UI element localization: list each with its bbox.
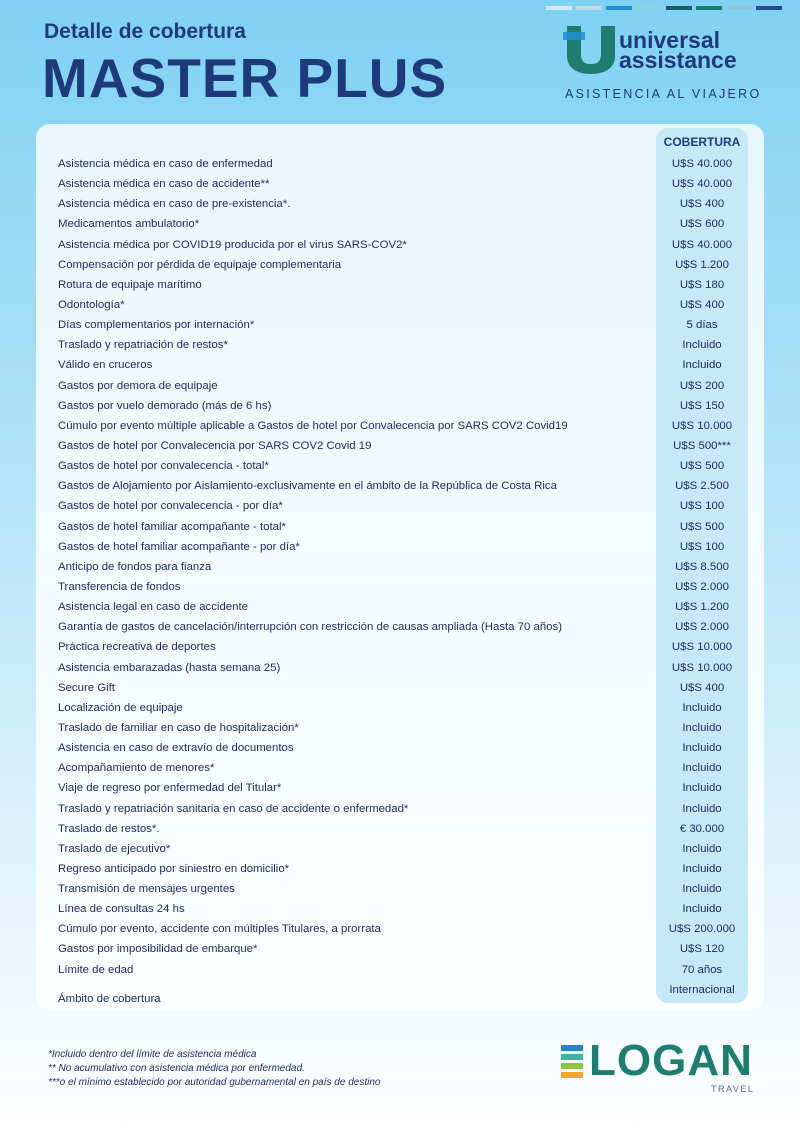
row-value: U$S 40.000 [671, 238, 733, 251]
row-label: Gastos de hotel por Convalecencia por SARS COV2 Covid 19 [58, 439, 372, 452]
row-label: Garantía de gastos de cancelación/interrupción con restricción de causas ampliada (Hasta 70 años) [58, 621, 563, 634]
row-label: Gastos de hotel familiar acompañante - total* [58, 520, 286, 533]
row-label: Medicamentos ambulatorio* [58, 218, 200, 231]
row-value: U$S 2.000 [675, 621, 729, 634]
table-row [58, 801, 748, 821]
logan-sub: TRAVEL [711, 1084, 755, 1094]
row-label: Asistencia embarazadas (hasta semana 25) [58, 661, 281, 674]
row-label: Gastos de hotel por convalecencia - por día* [58, 500, 283, 513]
table-row [58, 357, 748, 377]
row-label: Acompañamiento de menores* [58, 762, 215, 775]
row-value: U$S 200 [679, 379, 725, 392]
logan-bar [561, 1045, 583, 1051]
row-value: U$S 40.000 [671, 178, 733, 191]
row-value: U$S 600 [679, 218, 725, 231]
row-value: Incluido [682, 721, 722, 734]
row-label: Traslado de ejecutivo* [58, 842, 171, 855]
footnotes [48, 1048, 380, 1090]
ua-name-line2: assistance [619, 47, 737, 73]
row-value: U$S 10.000 [671, 419, 733, 432]
row-label: Gastos de hotel por convalecencia - total* [58, 460, 269, 473]
row-value: U$S 1.200 [675, 258, 729, 271]
row-value: U$S 100 [679, 500, 725, 513]
table-row [58, 619, 748, 639]
row-label: Transferencia de fondos [58, 580, 181, 593]
logan-travel-logo [561, 1036, 761, 1100]
stripe [606, 6, 632, 10]
table-row [58, 901, 748, 921]
row-value: Incluido [682, 359, 722, 372]
row-label: Gastos por demora de equipaje [58, 379, 218, 392]
ua-logo-mark-icon [563, 26, 615, 74]
row-value: Incluido [682, 742, 722, 755]
stripe [576, 6, 602, 10]
row-value: Internacional [669, 983, 735, 996]
page-subtitle: Detalle de cobertura [44, 20, 246, 43]
row-label: Traslado de restos*. [58, 822, 160, 835]
row-label: Gastos de hotel familiar acompañante - por día* [58, 540, 300, 553]
row-value: U$S 500 [679, 460, 725, 473]
row-label: Asistencia médica en caso de enfermedad [58, 158, 273, 170]
table-row [58, 720, 748, 740]
table-row [58, 438, 748, 458]
row-value: Incluido [682, 883, 722, 896]
row-label: Compensación por pérdida de equipaje complementaria [58, 258, 342, 271]
ua-name-line1: universal [619, 27, 720, 53]
row-label: Días complementarios por internación* [58, 319, 255, 332]
table-row [58, 156, 748, 176]
table-row [58, 559, 748, 579]
table-row [58, 418, 748, 438]
row-label: Cúmulo por evento, accidente con múltiples Titulares, a prorrata [58, 923, 381, 936]
stripe [666, 6, 692, 10]
row-value: Incluido [682, 782, 722, 795]
row-value: Incluido [682, 339, 722, 352]
table-row [58, 257, 748, 277]
table-row [58, 941, 748, 961]
coverage-column-header: COBERTURA [663, 135, 741, 149]
logan-bar [561, 1054, 583, 1060]
row-value: U$S 400 [679, 298, 725, 311]
table-row [58, 519, 748, 539]
row-value: Incluido [682, 903, 722, 916]
row-value: U$S 150 [679, 399, 725, 412]
table-row [58, 921, 748, 941]
row-value: U$S 400 [679, 681, 725, 694]
row-label: Localización de equipaje [58, 701, 183, 714]
row-value: U$S 8.500 [675, 560, 729, 573]
row-label: Traslado y repatriación de restos* [58, 339, 228, 352]
logan-bar [561, 1072, 583, 1078]
logan-bar [561, 1063, 583, 1069]
row-label: Límite de edad [58, 963, 134, 976]
row-label: Gastos por imposibilidad de embarque* [58, 943, 258, 956]
table-row [58, 216, 748, 236]
table-row [58, 760, 748, 780]
row-label: Viaje de regreso por enfermedad del Titular* [58, 782, 282, 795]
logan-bars-icon [561, 1045, 583, 1081]
table-row [58, 277, 748, 297]
stripe [546, 6, 572, 10]
row-value: Incluido [682, 842, 722, 855]
table-row [58, 176, 748, 196]
stripe [636, 6, 662, 10]
row-value: Incluido [682, 701, 722, 714]
row-value: U$S 400 [679, 198, 725, 211]
table-row [58, 237, 748, 257]
row-label: Anticipo de fondos para fianza [58, 560, 212, 573]
stripe [696, 6, 722, 10]
table-row [58, 660, 748, 680]
row-label: Transmisión de mensajes urgentes [58, 883, 235, 896]
row-label: Asistencia médica en caso de accidente** [58, 178, 270, 191]
row-value: U$S 10.000 [671, 661, 733, 674]
table-row [58, 962, 748, 982]
row-value: 5 días [686, 319, 718, 332]
ua-tagline: ASISTENCIA AL VIAJERO [565, 87, 762, 101]
table-row [58, 317, 748, 337]
row-value: U$S 500 [679, 520, 725, 533]
row-value: U$S 500*** [673, 439, 731, 452]
row-value: U$S 120 [679, 943, 725, 956]
footnote-2: ** No acumulativo con asistencia médica por enfermedad. [48, 1063, 305, 1074]
table-row [58, 982, 748, 1005]
row-label: Válido en cruceros [58, 359, 153, 372]
universal-assistance-logo [563, 26, 763, 106]
row-label: Asistencia médica por COVID19 producida por el virus SARS-COV2* [58, 238, 407, 251]
row-value: U$S 180 [679, 278, 725, 291]
row-label: Odontología* [58, 298, 125, 311]
table-row [58, 680, 748, 700]
table-row [58, 539, 748, 559]
table-row [58, 337, 748, 357]
row-label: Práctica recreativa de deportes [58, 641, 216, 654]
row-label: Traslado de familiar en caso de hospitalización* [58, 721, 299, 734]
table-row [58, 196, 748, 216]
row-label: Traslado y repatriación sanitaria en caso de accidente o enfermedad* [58, 802, 409, 815]
table-row [58, 297, 748, 317]
table-row [58, 498, 748, 518]
row-label: Cúmulo por evento múltiple aplicable a Gastos de hotel por Convalecencia por SARS COV2 Covid19 [58, 419, 568, 432]
row-label: Gastos por vuelo demorado (más de 6 hs) [58, 399, 272, 412]
stripe [756, 6, 782, 10]
table-row [58, 378, 748, 398]
page-title: MASTER PLUS [42, 47, 448, 109]
row-value: U$S 40.000 [671, 158, 733, 170]
row-value: U$S 100 [679, 540, 725, 553]
footnote-1: *Incluido dentro del límite de asistencia médica [48, 1049, 257, 1060]
row-value: U$S 2.000 [675, 580, 729, 593]
table-row [58, 599, 748, 619]
table-row [58, 458, 748, 478]
logan-name: LOGAN [589, 1036, 753, 1085]
row-label: Asistencia legal en caso de accidente [58, 601, 248, 614]
coverage-table [58, 156, 748, 1005]
row-value: € 30.000 [679, 822, 725, 835]
table-row [58, 639, 748, 659]
row-value: U$S 1.200 [675, 601, 729, 614]
table-row [58, 841, 748, 861]
table-row [58, 579, 748, 599]
row-label: Asistencia en caso de extravío de documentos [58, 742, 294, 755]
row-label: Rotura de equipaje marítimo [58, 278, 202, 291]
table-row [58, 780, 748, 800]
row-value: Incluido [682, 802, 722, 815]
row-value: U$S 200.000 [668, 923, 736, 936]
footnote-3: ***o el mínimo establecido por autoridad gubernamental en país de destino [48, 1077, 381, 1088]
stripe [726, 6, 752, 10]
row-label: Ámbito de cobertura [58, 992, 161, 1005]
table-row [58, 861, 748, 881]
table-row [58, 740, 748, 760]
row-label: Secure Gift [58, 681, 115, 694]
row-label: Asistencia médica en caso de pre-existencia*. [58, 198, 291, 211]
row-value: Incluido [682, 762, 722, 775]
table-row [58, 398, 748, 418]
table-row [58, 700, 748, 720]
row-value: Incluido [682, 862, 722, 875]
row-label: Gastos de Alojamiento por Aislamiento-exclusivamente en el ámbito de la República de Costa Rica [58, 480, 557, 493]
top-color-stripes [546, 6, 782, 10]
row-label: Regreso anticipado por siniestro en domicilio* [58, 862, 290, 875]
table-row [58, 881, 748, 901]
row-value: U$S 10.000 [671, 641, 733, 654]
ua-logo-text [619, 27, 737, 73]
row-value: U$S 2.500 [675, 480, 729, 493]
table-row [58, 821, 748, 841]
table-row [58, 478, 748, 498]
row-label: Línea de consultas 24 hs [58, 903, 185, 916]
row-value: 70 años [681, 963, 723, 976]
